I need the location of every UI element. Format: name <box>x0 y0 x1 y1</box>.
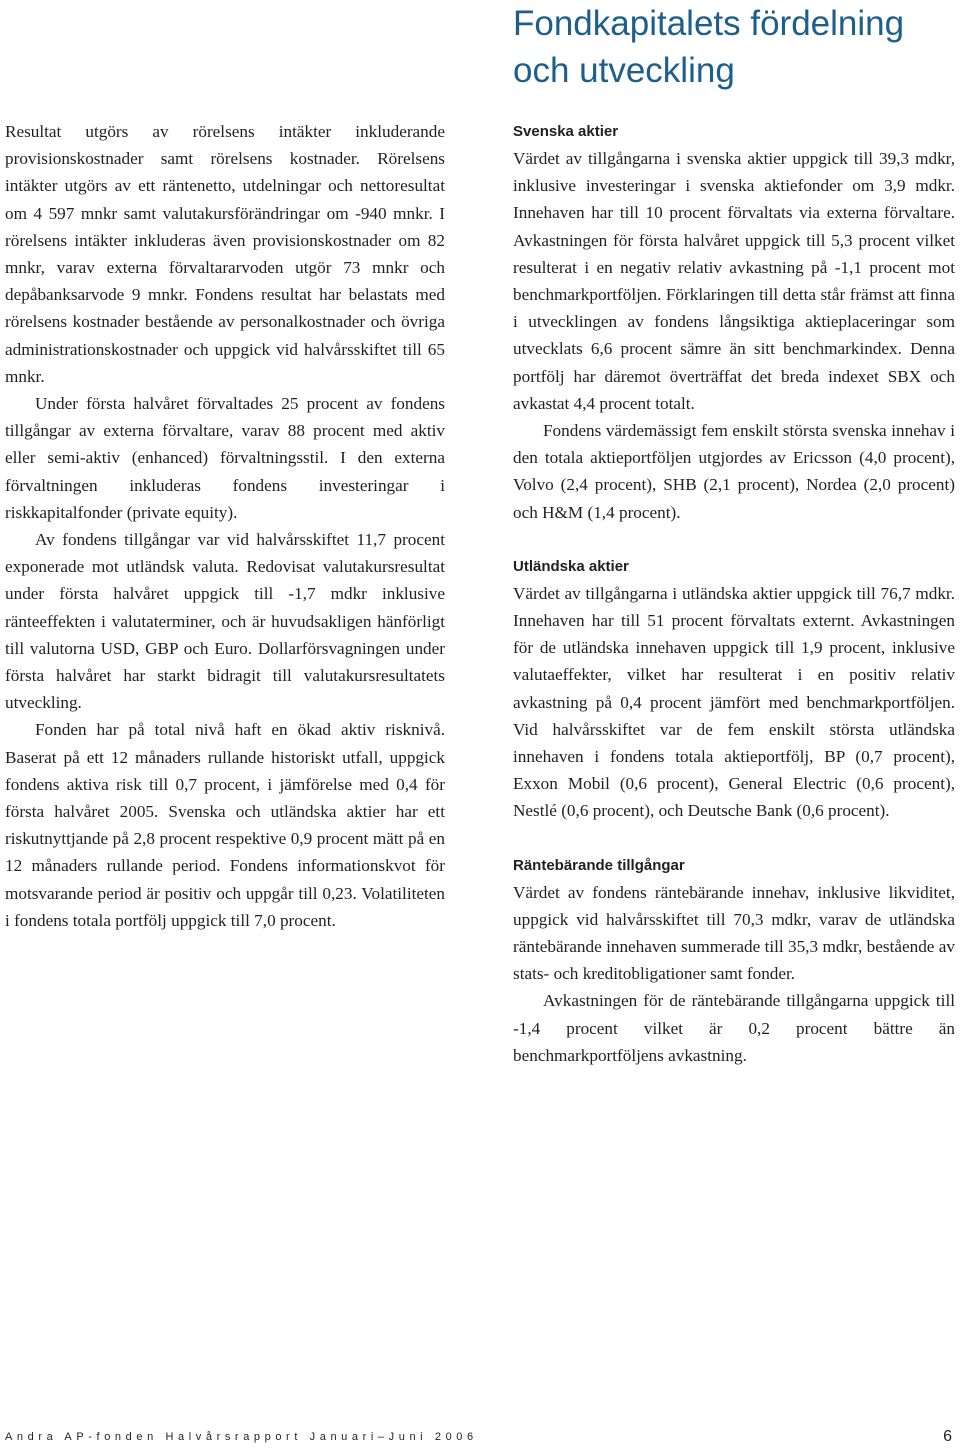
section-heading-utlandska-aktier: Utländska aktier <box>513 557 629 575</box>
left-paragraph-3: Av fondens tillgångar var vid halvårsskiftet 11,7 procent exponerade mot utländsk valuta. Redovisat valutakursresultat under första halvåret uppgick till -1,7 mdkr inklusive ränteeffekten i valutaterminer, och är huvudsakligen hänförligt till valutorna USD, GBP och Euro. Dollarförsvagningen under första halvåret har starkt bidragit till valutakursresultatets utveckling. <box>5 530 445 713</box>
right-column <box>513 118 955 1069</box>
page-title-line-2: och utveckling <box>513 51 735 90</box>
rantebarande-paragraph-2: Avkastningen för de räntebärande tillgångarna uppgick till -1,4 procent vilket är 0,2 procent bättre än benchmarkportföljens avkastning. <box>513 991 955 1065</box>
rantebarande-paragraph-1: Värdet av fondens räntebärande innehav, inklusive likviditet, uppgick vid halvårsskiftet till 70,3 mdkr, varav de utländska räntebärande innehaven summerade till 35,3 mdkr, bestående av stats- och kreditobligationer samt fonder. <box>513 882 955 984</box>
left-paragraph-2: Under första halvåret förvaltades 25 procent av fondens tillgångar av externa förvaltare, varav 88 procent med aktiv eller semi-aktiv (enhanced) förvaltningsstil. I den externa förvaltningen inkluderas fondens investeringar i riskkapitalfonder (private equity). <box>5 394 445 522</box>
page-title-line-1: Fondkapitalets fördelning <box>513 4 905 43</box>
svenska-aktier-paragraph-1: Värdet av tillgångarna i svenska aktier uppgick till 39,3 mdkr, inklusive investeringar i svenska aktiefonder om 3,9 mdkr. Innehaven har till 10 procent förvaltats via externa förvaltare. Avkastningen för första halvåret uppgick till 5,3 procent vilket resulterat i en negativ relativ avkastning på -1,1 procent mot benchmarkportföljen. Förklaringen till detta står främst att finna i utvecklingen av fondens långsiktiga aktieplaceringar som utvecklats 6,6 procent sämre än sitt benchmarkindex. Denna portfölj har däremot överträffat det breda indexet SBX och avkastat 4,4 procent totalt. <box>513 149 955 413</box>
left-column <box>5 118 445 934</box>
left-paragraph-4: Fonden har på total nivå haft en ökad aktiv risknivå. Baserat på ett 12 månaders rullande historiskt utfall, uppgick fondens aktiva risk till 0,7 procent, i jämförelse med 0,4 för första halvåret 2005. Svenska och utländska aktier har ett riskutnyttjande på 2,8 procent respektive 0,9 procent mätt på en 12 månaders rullande period. Fondens informationskvot för motsvarande period är positiv och uppgår till 0,23. Volatiliteten i fondens totala portfölj uppgick till 7,0 procent. <box>5 720 445 930</box>
svenska-aktier-paragraph-2: Fondens värdemässigt fem enskilt största svenska innehav i den totala aktieportföljen utgjordes av Ericsson (4,0 procent), Volvo (2,4 procent), SHB (2,1 procent), Nordea (2,0 procent) och H&M (1,4 procent). <box>513 421 955 522</box>
page-number: 6 <box>943 1428 952 1445</box>
left-paragraph-1: Resultat utgörs av rörelsens intäkter inkluderande provisionskostnader samt rörelsens kostnader. Rörelsens intäkter utgörs av ett räntenetto, utdelningar och nettoresultat om 4 597 mnkr samt valutakursförändringar om -940 mnkr. I rörelsens intäkter inkluderas även provisionskostnader om 82 mnkr, varav externa förvaltararvoden utgör 73 mnkr och depåbanksarvode 9 mnkr. Fondens resultat har belastats med rörelsens kostnader bestående av personalkostnader och övriga administrationskostnader och uppgick vid halvårsskiftet till 65 mnkr. <box>5 122 445 386</box>
section-heading-rantebarande: Räntebärande tillgångar <box>513 856 685 874</box>
page-title <box>513 0 953 94</box>
running-footer: Andra AP-fonden Halvårsrapport Januari–Juni 2006 <box>5 1431 478 1443</box>
section-heading-svenska-aktier: Svenska aktier <box>513 123 619 140</box>
utlandska-aktier-paragraph-1: Värdet av tillgångarna i utländska aktier uppgick till 76,7 mdkr. Innehaven har till 51 procent förvaltats externt. Avkastningen för de utländska innehaven uppgick till 1,9 procent, inklusive valutaeffekter, vilket har resulterat i en positiv relativ avkastning på 0,4 procent jämfört med benchmarkportföljen. Vid halvårsskiftet var de fem enskilt största utländska innehaven i fondens totala aktieportfölj, BP (0,7 procent), Exxon Mobil (0,6 procent), General Electric (0,6 procent), Nestlé (0,6 procent), och Deutsche Bank (0,6 procent). <box>513 583 955 821</box>
